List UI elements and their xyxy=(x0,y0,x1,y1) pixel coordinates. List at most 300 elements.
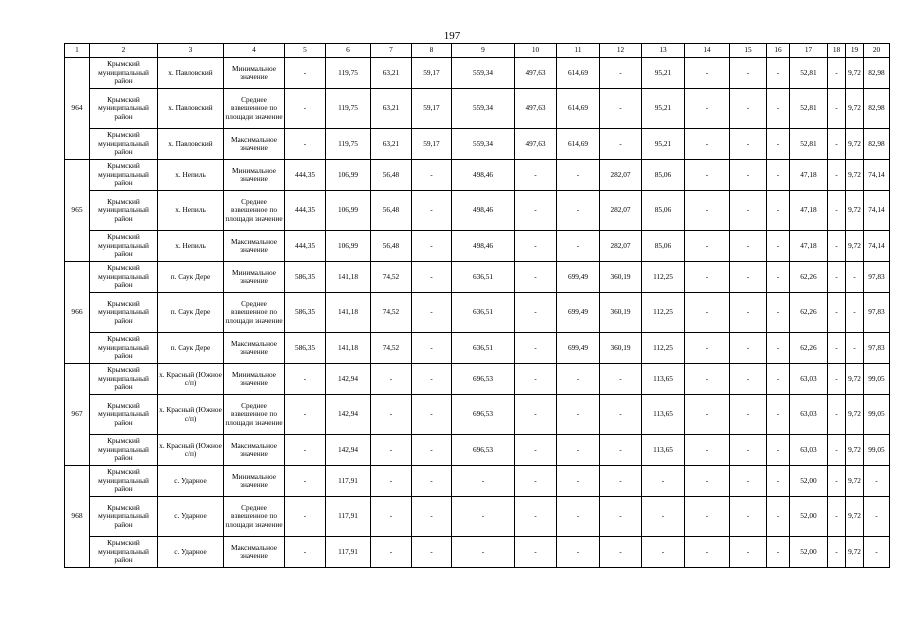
value-cell: - xyxy=(600,364,642,395)
value-cell: - xyxy=(828,231,846,262)
value-cell: 282,07 xyxy=(600,191,642,231)
value-cell: 119,75 xyxy=(326,89,371,129)
table-row xyxy=(65,89,890,129)
value-cell: - xyxy=(767,58,790,89)
value-cell: - xyxy=(285,129,326,160)
value-cell: 52,81 xyxy=(790,58,828,89)
value-cell: 636,51 xyxy=(452,293,515,333)
value-cell: 141,18 xyxy=(326,333,371,364)
district-cell: Крымский муниципальный район xyxy=(90,364,158,395)
value-cell: 85,06 xyxy=(642,231,685,262)
value-cell: 74,52 xyxy=(371,333,412,364)
value-cell: 52,00 xyxy=(790,497,828,537)
value-cell: 141,18 xyxy=(326,262,371,293)
value-cell: 85,06 xyxy=(642,160,685,191)
value-cell: 95,21 xyxy=(642,89,685,129)
value-cell: - xyxy=(685,262,730,293)
table-row xyxy=(65,333,890,364)
column-header: 1 xyxy=(65,44,90,58)
value-cell: - xyxy=(828,58,846,89)
value-cell: - xyxy=(685,364,730,395)
value-cell: 9,72 xyxy=(846,89,864,129)
value-cell: - xyxy=(515,333,557,364)
value-cell: - xyxy=(557,497,600,537)
value-cell: 106,99 xyxy=(326,191,371,231)
value-cell: - xyxy=(730,231,767,262)
value-cell: - xyxy=(767,497,790,537)
value-cell: - xyxy=(557,435,600,466)
column-header: 2 xyxy=(90,44,158,58)
value-cell: - xyxy=(412,364,452,395)
value-cell: - xyxy=(730,89,767,129)
column-header: 7 xyxy=(371,44,412,58)
value-cell: 52,00 xyxy=(790,537,828,568)
value-cell: - xyxy=(515,435,557,466)
value-cell: - xyxy=(600,58,642,89)
table-row xyxy=(65,58,890,89)
value-cell: - xyxy=(828,466,846,497)
value-cell: 614,69 xyxy=(557,58,600,89)
value-cell: 63,03 xyxy=(790,364,828,395)
value-cell: - xyxy=(767,466,790,497)
value-cell: - xyxy=(285,435,326,466)
value-cell: 56,48 xyxy=(371,231,412,262)
value-cell: - xyxy=(600,537,642,568)
value-cell: - xyxy=(685,537,730,568)
value-cell: - xyxy=(412,160,452,191)
value-cell: - xyxy=(685,89,730,129)
value-cell: - xyxy=(515,262,557,293)
value-cell: 559,34 xyxy=(452,89,515,129)
column-header: 11 xyxy=(557,44,600,58)
value-cell: - xyxy=(285,466,326,497)
group-number-cell: 968 xyxy=(65,466,90,568)
value-cell: - xyxy=(452,537,515,568)
value-cell: - xyxy=(642,466,685,497)
value-cell: 95,21 xyxy=(642,58,685,89)
value-cell: - xyxy=(767,129,790,160)
value-cell: - xyxy=(515,395,557,435)
value-type-cell: Минимальное значение xyxy=(224,466,285,497)
value-cell: 141,18 xyxy=(326,293,371,333)
district-cell: Крымский муниципальный район xyxy=(90,262,158,293)
value-cell: 117,91 xyxy=(326,466,371,497)
value-cell: - xyxy=(767,160,790,191)
value-cell: - xyxy=(828,89,846,129)
value-cell: 82,98 xyxy=(864,58,890,89)
value-cell: - xyxy=(828,395,846,435)
value-cell: 142,94 xyxy=(326,395,371,435)
district-cell: Крымский муниципальный район xyxy=(90,160,158,191)
value-cell: - xyxy=(557,231,600,262)
settlement-cell: х. Павловский xyxy=(158,89,224,129)
value-cell: 614,69 xyxy=(557,89,600,129)
value-cell: - xyxy=(515,160,557,191)
district-cell: Крымский муниципальный район xyxy=(90,435,158,466)
value-type-cell: Максимальное значение xyxy=(224,435,285,466)
value-cell: - xyxy=(412,262,452,293)
value-cell: 82,98 xyxy=(864,129,890,160)
table-row xyxy=(65,129,890,160)
value-cell: 59,17 xyxy=(412,129,452,160)
table-row xyxy=(65,160,890,191)
value-type-cell: Минимальное значение xyxy=(224,262,285,293)
table-row xyxy=(65,435,890,466)
district-cell: Крымский муниципальный район xyxy=(90,466,158,497)
value-cell: 113,65 xyxy=(642,364,685,395)
value-cell: - xyxy=(285,395,326,435)
value-cell: - xyxy=(767,231,790,262)
value-cell: 113,65 xyxy=(642,435,685,466)
value-cell: 497,63 xyxy=(515,58,557,89)
district-cell: Крымский муниципальный район xyxy=(90,191,158,231)
value-cell: - xyxy=(846,262,864,293)
value-cell: 74,14 xyxy=(864,231,890,262)
value-cell: - xyxy=(828,333,846,364)
column-header: 15 xyxy=(730,44,767,58)
value-cell: 497,63 xyxy=(515,129,557,160)
value-cell: 360,19 xyxy=(600,293,642,333)
value-cell: 97,83 xyxy=(864,293,890,333)
value-cell: 696,53 xyxy=(452,395,515,435)
settlement-cell: с. Ударное xyxy=(158,537,224,568)
value-cell: 52,81 xyxy=(790,89,828,129)
value-cell: 696,53 xyxy=(452,364,515,395)
value-cell: 444,35 xyxy=(285,191,326,231)
table-row xyxy=(65,497,890,537)
value-cell: 59,17 xyxy=(412,58,452,89)
value-cell: 498,46 xyxy=(452,231,515,262)
value-cell: - xyxy=(767,191,790,231)
value-cell: - xyxy=(685,497,730,537)
value-cell: - xyxy=(685,191,730,231)
header-row xyxy=(65,44,890,58)
district-cell: Крымский муниципальный район xyxy=(90,58,158,89)
value-cell: - xyxy=(515,497,557,537)
settlement-cell: п. Саук Дере xyxy=(158,262,224,293)
value-cell: - xyxy=(767,364,790,395)
value-cell: 497,63 xyxy=(515,89,557,129)
settlement-cell: х. Красный (Южное с/п) xyxy=(158,364,224,395)
value-cell: - xyxy=(685,293,730,333)
column-header: 9 xyxy=(452,44,515,58)
value-cell: - xyxy=(685,129,730,160)
value-cell: - xyxy=(828,160,846,191)
value-cell: 586,35 xyxy=(285,333,326,364)
value-cell: 85,06 xyxy=(642,191,685,231)
column-header: 6 xyxy=(326,44,371,58)
value-cell: - xyxy=(600,435,642,466)
value-cell: 699,49 xyxy=(557,333,600,364)
value-type-cell: Минимальное значение xyxy=(224,160,285,191)
table-row xyxy=(65,231,890,262)
value-cell: - xyxy=(828,262,846,293)
value-cell: 63,03 xyxy=(790,435,828,466)
value-cell: - xyxy=(767,333,790,364)
table-row xyxy=(65,293,890,333)
value-cell: 56,48 xyxy=(371,191,412,231)
value-cell: - xyxy=(685,58,730,89)
value-cell: - xyxy=(828,293,846,333)
value-cell: - xyxy=(767,395,790,435)
value-type-cell: Среднее взвешенное по площади значение xyxy=(224,89,285,129)
settlement-cell: х. Непиль xyxy=(158,160,224,191)
value-cell: - xyxy=(285,364,326,395)
value-cell: - xyxy=(730,466,767,497)
district-cell: Крымский муниципальный район xyxy=(90,497,158,537)
value-cell: - xyxy=(864,497,890,537)
value-cell: - xyxy=(371,537,412,568)
value-cell: - xyxy=(557,395,600,435)
value-cell: 59,17 xyxy=(412,89,452,129)
value-cell: 74,52 xyxy=(371,293,412,333)
value-cell: - xyxy=(730,191,767,231)
value-cell: 52,81 xyxy=(790,129,828,160)
value-cell: 63,21 xyxy=(371,129,412,160)
value-cell: - xyxy=(767,293,790,333)
column-header: 14 xyxy=(685,44,730,58)
value-cell: - xyxy=(730,364,767,395)
value-cell: - xyxy=(828,191,846,231)
value-cell: - xyxy=(685,435,730,466)
column-header: 20 xyxy=(864,44,890,58)
value-cell: 9,72 xyxy=(846,160,864,191)
value-cell: 47,18 xyxy=(790,160,828,191)
settlement-cell: х. Непиль xyxy=(158,191,224,231)
value-cell: - xyxy=(515,191,557,231)
value-cell: - xyxy=(371,497,412,537)
value-cell: - xyxy=(557,466,600,497)
value-cell: - xyxy=(600,89,642,129)
value-cell: - xyxy=(767,435,790,466)
value-cell: 696,53 xyxy=(452,435,515,466)
value-cell: 9,72 xyxy=(846,129,864,160)
value-cell: 9,72 xyxy=(846,537,864,568)
value-type-cell: Среднее взвешенное по площади значение xyxy=(224,191,285,231)
value-cell: - xyxy=(767,537,790,568)
settlement-cell: с. Ударное xyxy=(158,497,224,537)
value-cell: - xyxy=(730,160,767,191)
value-cell: - xyxy=(730,537,767,568)
value-cell: 142,94 xyxy=(326,435,371,466)
value-cell: 498,46 xyxy=(452,191,515,231)
value-cell: - xyxy=(730,262,767,293)
district-cell: Крымский муниципальный район xyxy=(90,395,158,435)
value-cell: 99,05 xyxy=(864,435,890,466)
value-cell: 63,21 xyxy=(371,89,412,129)
value-cell: 614,69 xyxy=(557,129,600,160)
table-row xyxy=(65,191,890,231)
settlement-cell: х. Павловский xyxy=(158,129,224,160)
table-row xyxy=(65,537,890,568)
value-cell: 444,35 xyxy=(285,231,326,262)
value-cell: 117,91 xyxy=(326,497,371,537)
value-type-cell: Максимальное значение xyxy=(224,129,285,160)
value-cell: - xyxy=(730,58,767,89)
value-cell: - xyxy=(371,395,412,435)
value-cell: - xyxy=(767,89,790,129)
value-cell: - xyxy=(828,364,846,395)
settlement-cell: п. Саук Дере xyxy=(158,293,224,333)
value-cell: - xyxy=(864,466,890,497)
value-cell: - xyxy=(685,466,730,497)
value-cell: 112,25 xyxy=(642,262,685,293)
value-cell: 47,18 xyxy=(790,231,828,262)
value-type-cell: Минимальное значение xyxy=(224,364,285,395)
settlement-cell: х. Красный (Южное с/п) xyxy=(158,395,224,435)
value-cell: - xyxy=(864,537,890,568)
value-cell: 360,19 xyxy=(600,333,642,364)
column-header: 19 xyxy=(846,44,864,58)
value-cell: - xyxy=(285,58,326,89)
table-row xyxy=(65,364,890,395)
value-cell: - xyxy=(600,497,642,537)
value-cell: - xyxy=(285,537,326,568)
table-row xyxy=(65,395,890,435)
district-cell: Крымский муниципальный район xyxy=(90,89,158,129)
value-cell: - xyxy=(515,364,557,395)
value-cell: - xyxy=(767,262,790,293)
value-type-cell: Максимальное значение xyxy=(224,333,285,364)
value-cell: 119,75 xyxy=(326,58,371,89)
value-cell: 699,49 xyxy=(557,262,600,293)
value-cell: 586,35 xyxy=(285,262,326,293)
column-header: 8 xyxy=(412,44,452,58)
settlement-cell: с. Ударное xyxy=(158,466,224,497)
value-cell: - xyxy=(557,364,600,395)
value-cell: - xyxy=(730,129,767,160)
value-cell: 62,26 xyxy=(790,293,828,333)
value-cell: - xyxy=(730,333,767,364)
value-cell: - xyxy=(828,497,846,537)
table-row xyxy=(65,466,890,497)
value-cell: 9,72 xyxy=(846,364,864,395)
column-header: 10 xyxy=(515,44,557,58)
value-cell: - xyxy=(515,293,557,333)
value-cell: - xyxy=(371,466,412,497)
value-cell: - xyxy=(557,160,600,191)
value-cell: 360,19 xyxy=(600,262,642,293)
column-header: 4 xyxy=(224,44,285,58)
value-cell: 62,26 xyxy=(790,262,828,293)
value-cell: 498,46 xyxy=(452,160,515,191)
value-type-cell: Максимальное значение xyxy=(224,537,285,568)
data-table xyxy=(64,43,890,568)
value-cell: - xyxy=(412,333,452,364)
settlement-cell: х. Красный (Южное с/п) xyxy=(158,435,224,466)
value-cell: - xyxy=(412,497,452,537)
value-cell: 559,34 xyxy=(452,129,515,160)
value-cell: - xyxy=(371,364,412,395)
value-cell: - xyxy=(412,435,452,466)
value-cell: - xyxy=(412,293,452,333)
value-cell: 636,51 xyxy=(452,333,515,364)
value-cell: 636,51 xyxy=(452,262,515,293)
column-header: 12 xyxy=(600,44,642,58)
value-type-cell: Среднее взвешенное по площади значение xyxy=(224,497,285,537)
district-cell: Крымский муниципальный район xyxy=(90,537,158,568)
value-cell: - xyxy=(685,395,730,435)
value-cell: - xyxy=(730,497,767,537)
district-cell: Крымский муниципальный район xyxy=(90,333,158,364)
value-cell: 9,72 xyxy=(846,395,864,435)
value-cell: - xyxy=(685,160,730,191)
value-type-cell: Максимальное значение xyxy=(224,231,285,262)
value-cell: 9,72 xyxy=(846,466,864,497)
value-cell: 99,05 xyxy=(864,364,890,395)
value-cell: - xyxy=(557,537,600,568)
value-cell: 112,25 xyxy=(642,333,685,364)
value-cell: 74,14 xyxy=(864,191,890,231)
value-cell: 112,25 xyxy=(642,293,685,333)
value-cell: 282,07 xyxy=(600,160,642,191)
value-cell: - xyxy=(846,333,864,364)
value-cell: 119,75 xyxy=(326,129,371,160)
value-cell: 106,99 xyxy=(326,160,371,191)
value-cell: - xyxy=(600,466,642,497)
group-number-cell: 965 xyxy=(65,160,90,262)
value-cell: 9,72 xyxy=(846,231,864,262)
page-number: 197 xyxy=(443,30,461,42)
value-cell: 63,21 xyxy=(371,58,412,89)
value-cell: 9,72 xyxy=(846,435,864,466)
value-cell: 113,65 xyxy=(642,395,685,435)
value-cell: - xyxy=(557,191,600,231)
value-cell: - xyxy=(828,435,846,466)
value-cell: - xyxy=(285,89,326,129)
value-cell: - xyxy=(730,435,767,466)
value-cell: - xyxy=(412,191,452,231)
table-body xyxy=(65,44,890,568)
value-cell: - xyxy=(412,231,452,262)
value-cell: - xyxy=(452,466,515,497)
value-cell: 9,72 xyxy=(846,191,864,231)
district-cell: Крымский муниципальный район xyxy=(90,293,158,333)
column-header: 5 xyxy=(285,44,326,58)
settlement-cell: х. Павловский xyxy=(158,58,224,89)
value-cell: - xyxy=(515,231,557,262)
value-cell: - xyxy=(412,466,452,497)
value-cell: - xyxy=(846,293,864,333)
value-cell: 56,48 xyxy=(371,160,412,191)
value-cell: - xyxy=(600,129,642,160)
column-header: 16 xyxy=(767,44,790,58)
value-cell: 82,98 xyxy=(864,89,890,129)
column-header: 17 xyxy=(790,44,828,58)
column-header: 18 xyxy=(828,44,846,58)
value-type-cell: Среднее взвешенное по площади значение xyxy=(224,395,285,435)
value-cell: 95,21 xyxy=(642,129,685,160)
value-cell: - xyxy=(412,395,452,435)
value-cell: 699,49 xyxy=(557,293,600,333)
value-cell: - xyxy=(412,537,452,568)
value-cell: - xyxy=(600,395,642,435)
value-cell: - xyxy=(452,497,515,537)
value-cell: 97,83 xyxy=(864,333,890,364)
column-header: 13 xyxy=(642,44,685,58)
value-cell: - xyxy=(642,537,685,568)
value-cell: - xyxy=(642,497,685,537)
value-cell: 444,35 xyxy=(285,160,326,191)
group-number-cell: 967 xyxy=(65,364,90,466)
value-cell: - xyxy=(685,333,730,364)
value-cell: 9,72 xyxy=(846,497,864,537)
value-cell: - xyxy=(371,435,412,466)
settlement-cell: х. Непиль xyxy=(158,231,224,262)
value-cell: - xyxy=(730,395,767,435)
value-cell: 9,72 xyxy=(846,58,864,89)
value-cell: - xyxy=(515,537,557,568)
